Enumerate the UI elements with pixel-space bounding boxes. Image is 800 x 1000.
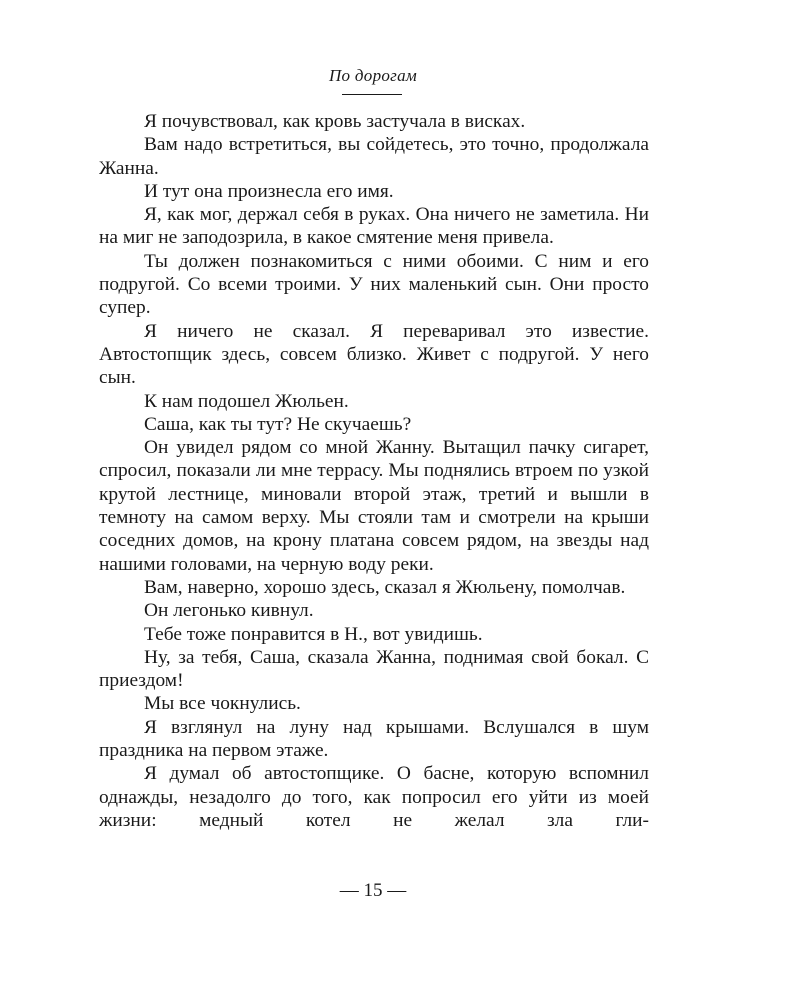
paragraph: Вам, наверно, хорошо здесь, сказал я Жюльену, помолчав. <box>144 576 626 598</box>
paragraph: Ну, за тебя, Саша, сказала Жанна, поднимая свой бокал. С приездом! <box>99 646 649 692</box>
paragraph: И тут она произнесла его имя. <box>144 180 394 202</box>
running-head: По дорогам <box>328 66 418 85</box>
page-number: — 15 — <box>339 880 407 901</box>
running-head-rule <box>342 94 402 95</box>
paragraph: Ты должен познакомиться с ними обоими. С ним и его подругой. Со всеми троими. У них маленький сын. Они просто супер. <box>99 250 649 319</box>
paragraph: Он увидел рядом со мной Жанну. Вытащил пачку сигарет, спросил, показали ли мне террасу. Мы поднялись втроем по узкой крутой лестнице, миновали второй этаж, третий и вышли в темноту на самом верху. Мы стояли там и смотрели на крыши соседних домов, на крону платана совсем рядом, на звезды над нашими головами, на черную воду реки. <box>99 437 649 575</box>
paragraph: Тебе тоже понравится в Н., вот увидишь. <box>144 623 483 645</box>
paragraph: Я думал об автостопщике. О басне, которую вспомнил однажды, незадолго до того, как попросил его уйти из моей жизни: медный котел не желал зла гли- <box>99 763 649 831</box>
paragraph: Я ничего не сказал. Я переваривал это известие. Автостопщик здесь, совсем близко. Живет с подругой. У него сын. <box>99 320 649 389</box>
paragraph: Он легонько кивнул. <box>144 600 314 622</box>
paragraph: Я почувствовал, как кровь застучала в висках. <box>144 111 526 132</box>
paragraph: Мы все чокнулись. <box>144 693 301 715</box>
paragraph: Я, как мог, держал себя в руках. Она ничего не заметила. Ни на миг не заподозрила, в какое смятение меня привела. <box>99 204 649 249</box>
paragraph: Я взглянул на луну над крышами. Вслушался в шум праздника на первом этаже. <box>99 716 649 762</box>
paragraph: Вам надо встретиться, вы сойдетесь, это точно, продолжала Жанна. <box>99 134 649 179</box>
paragraph: К нам подошел Жюльен. <box>144 390 349 412</box>
paragraph: Саша, как ты тут? Не скучаешь? <box>144 413 412 435</box>
body-text <box>99 110 649 832</box>
